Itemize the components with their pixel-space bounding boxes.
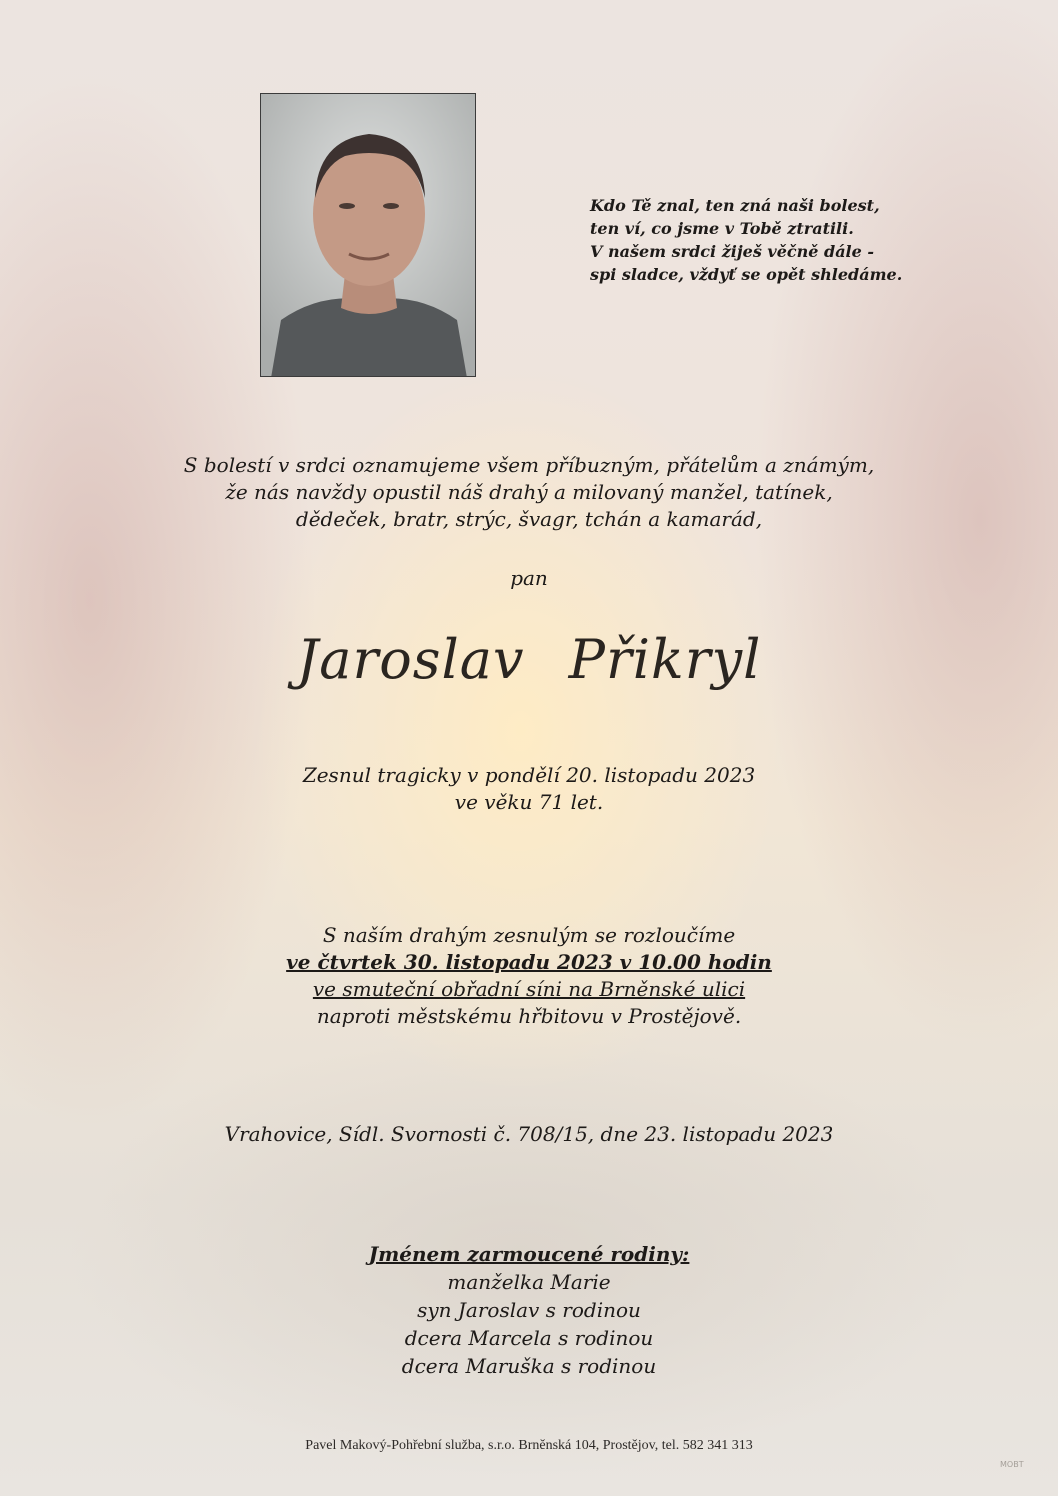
family-member: syn Jaroslav s rodinou <box>417 1298 641 1322</box>
death-info <box>0 762 1058 816</box>
farewell-info <box>0 922 1058 1030</box>
farewell-intro: S naším drahým zesnulým se rozloučíme <box>322 923 736 947</box>
intro-line: S bolestí v srdci oznamujeme všem příbuzným, přátelům a známým, <box>183 453 875 477</box>
deceased-name: Jaroslav Přikryl <box>296 628 762 691</box>
portrait-photo <box>260 93 476 377</box>
intro-line: dědeček, bratr, strýc, švagr, tchán a kamarád, <box>295 507 763 531</box>
death-date: Zesnul tragicky v pondělí 20. listopadu 2023 <box>302 763 756 787</box>
death-age: ve věku 71 let. <box>454 790 604 814</box>
family-member: dcera Maruška s rodinou <box>401 1354 657 1378</box>
quote-line: spi sladce, vždyť se opět shledáme. <box>590 265 903 284</box>
farewell-venue: ve smuteční obřadní síni na Brněnské ulici <box>312 977 746 1001</box>
family-member: dcera Marcela s rodinou <box>404 1326 654 1350</box>
place-and-date: Vrahovice, Sídl. Svornosti č. 708/15, dne 23. listopadu 2023 <box>224 1122 834 1146</box>
quote-line: Kdo Tě znal, ten zná naši bolest, <box>590 196 880 215</box>
family-member: manželka Marie <box>447 1270 611 1294</box>
farewell-date: ve čtvrtek 30. listopadu 2023 v 10.00 hodin <box>286 950 772 974</box>
farewell-location: naproti městskému hřbitovu v Prostějově. <box>316 1004 742 1028</box>
funeral-service-footer: Pavel Makový-Pohřební služba, s.r.o. Brněnská 104, Prostějov, tel. 582 341 313 <box>305 1438 753 1453</box>
watermark: MOBT <box>1000 1460 1024 1469</box>
family-list <box>0 1240 1058 1380</box>
quote-line: V našem srdci žiješ věčně dále - <box>590 242 875 261</box>
honorific: pan <box>510 566 548 590</box>
announcement-text <box>0 452 1058 533</box>
family-heading: Jménem zarmoucené rodiny: <box>368 1242 690 1266</box>
quote-line: ten ví, co jsme v Tobě ztratili. <box>590 219 854 238</box>
memorial-quote <box>590 194 920 286</box>
portrait-silhouette <box>261 94 476 377</box>
intro-line: že nás navždy opustil náš drahý a milovaný manžel, tatínek, <box>225 480 833 504</box>
